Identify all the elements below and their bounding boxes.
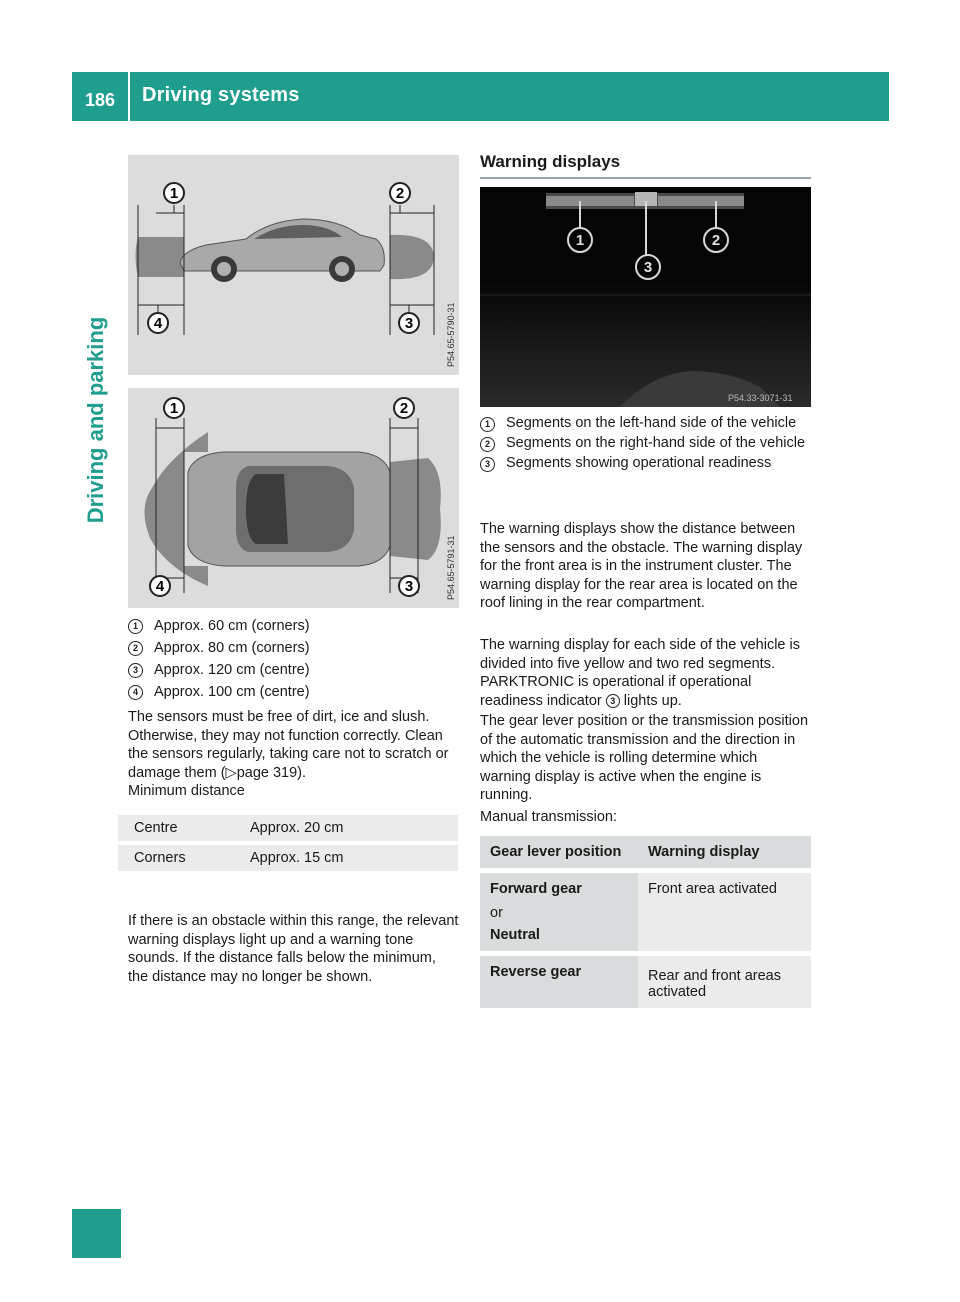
figure-code: P54.65-5790-31 [446,302,456,367]
legend-marker: 2 [128,641,143,656]
distance-legend [128,616,458,704]
legend-marker: 1 [128,619,143,634]
chapter-tab-label: Driving and parking [83,316,108,524]
figure-code: P54.65-5791-31 [446,535,456,600]
front-detection-zone [136,237,185,277]
svg-text:2: 2 [399,400,409,417]
legend-marker: 3 [480,457,495,472]
legend-marker: 4 [128,685,143,700]
table-row: Centre Approx. 20 cm [118,815,458,841]
callout-3-badge [636,255,660,279]
legend-marker: 3 [128,663,143,678]
gear-warning-table [480,836,811,1008]
warning-display-legend [480,414,812,474]
obstacle-paragraph: If there is an obstacle within this range, the relevant warning displays light up and a warning tone sounds. If the distance falls below the minimum, the distance may no longer be shown. [128,913,459,985]
column-header: Gear lever position [480,836,638,871]
page-number: 186 [84,90,116,110]
svg-text:1: 1 [169,185,179,202]
rear-detection-zone [390,235,434,279]
figure-code: P54.33-3071-31 [728,393,793,403]
legend-item: 3 Segments showing operational readiness [480,454,812,472]
readiness-indicator-marker: 3 [606,694,620,708]
svg-text:4: 4 [155,578,165,595]
svg-text:1: 1 [575,232,585,249]
callout-2-badge [390,183,410,203]
callout-3-badge [399,576,419,596]
top-view-figure [128,388,459,608]
callout-2-badge [704,228,728,252]
legend-item: 1 Segments on the left-hand side of the vehicle [480,414,812,432]
table-header-row [480,836,811,871]
legend-marker: 1 [480,417,495,432]
callout-4-badge [148,313,168,333]
warning-display-para-2: The warning display for each side of the vehicle is divided into five yellow and two red segments. PARKTRONIC is operational if operational readiness indicator 3 lights up. [480,637,800,709]
callout-1-badge [164,398,184,418]
callout-3-badge [399,313,419,333]
warning-display-para-1: The warning displays show the distance between the sensors and the obstacle. The warning display for the front area is in the instrument cluster. The warning display for the rear area is located on the roof lining in the rear compartment. [480,521,803,612]
svg-text:4: 4 [153,315,163,332]
callout-1-badge [164,183,184,203]
section-title: Driving systems [142,84,300,106]
car-top-image [188,452,390,566]
svg-text:2: 2 [395,185,405,202]
legend-marker: 2 [480,437,495,452]
warning-displays-heading: Warning displays [480,152,621,171]
column-header: Warning display [638,836,811,871]
sensor-cleaning-paragraph: The sensors must be free of dirt, ice and slush. Otherwise, they may not function correctly. Clean the sensors regularly, taking care not to scratch or damage them (▷page 319). [128,709,449,781]
page-ref-link[interactable]: page 319). [236,764,307,781]
header-divider [128,72,130,121]
callout-4-badge [150,576,170,596]
svg-text:3: 3 [643,259,653,276]
svg-text:3: 3 [404,315,414,332]
legend-item: 3 Approx. 120 cm (centre) [128,660,458,680]
warning-display-figure [480,187,811,407]
page-ref-arrow-icon: ▷ [225,764,237,781]
legend-item: 1 Approx. 60 cm (corners) [128,616,458,636]
svg-text:3: 3 [404,578,414,595]
legend-item: 2 Segments on the right-hand side of the vehicle [480,434,812,452]
table-row: Reverse gear Rear and front areas activated [480,954,811,1009]
callout-2-badge [394,398,414,418]
callout-1-badge [568,228,592,252]
min-distance-label: Minimum distance [128,783,245,799]
table-row: Forward gear or Neutral Front area activated [480,871,811,954]
legend-item: 4 Approx. 100 cm (centre) [128,682,458,702]
table-row: Corners Approx. 15 cm [118,845,458,871]
warning-display-para-3: The gear lever position or the transmission position of the automatic transmission and the direction in which the vehicle is rolling determine which warning display is active when the engine is running. [480,713,809,804]
chapter-marker-square [72,1209,121,1258]
side-view-figure [128,155,459,375]
legend-item: 2 Approx. 80 cm (corners) [128,638,458,658]
min-distance-table [118,811,458,875]
heading-rule [480,177,811,179]
svg-text:2: 2 [711,232,721,249]
car-side-image [180,219,384,282]
svg-text:1: 1 [169,400,179,417]
rear-detection-zone [390,458,441,560]
manual-transmission-label: Manual transmission: [480,809,617,825]
